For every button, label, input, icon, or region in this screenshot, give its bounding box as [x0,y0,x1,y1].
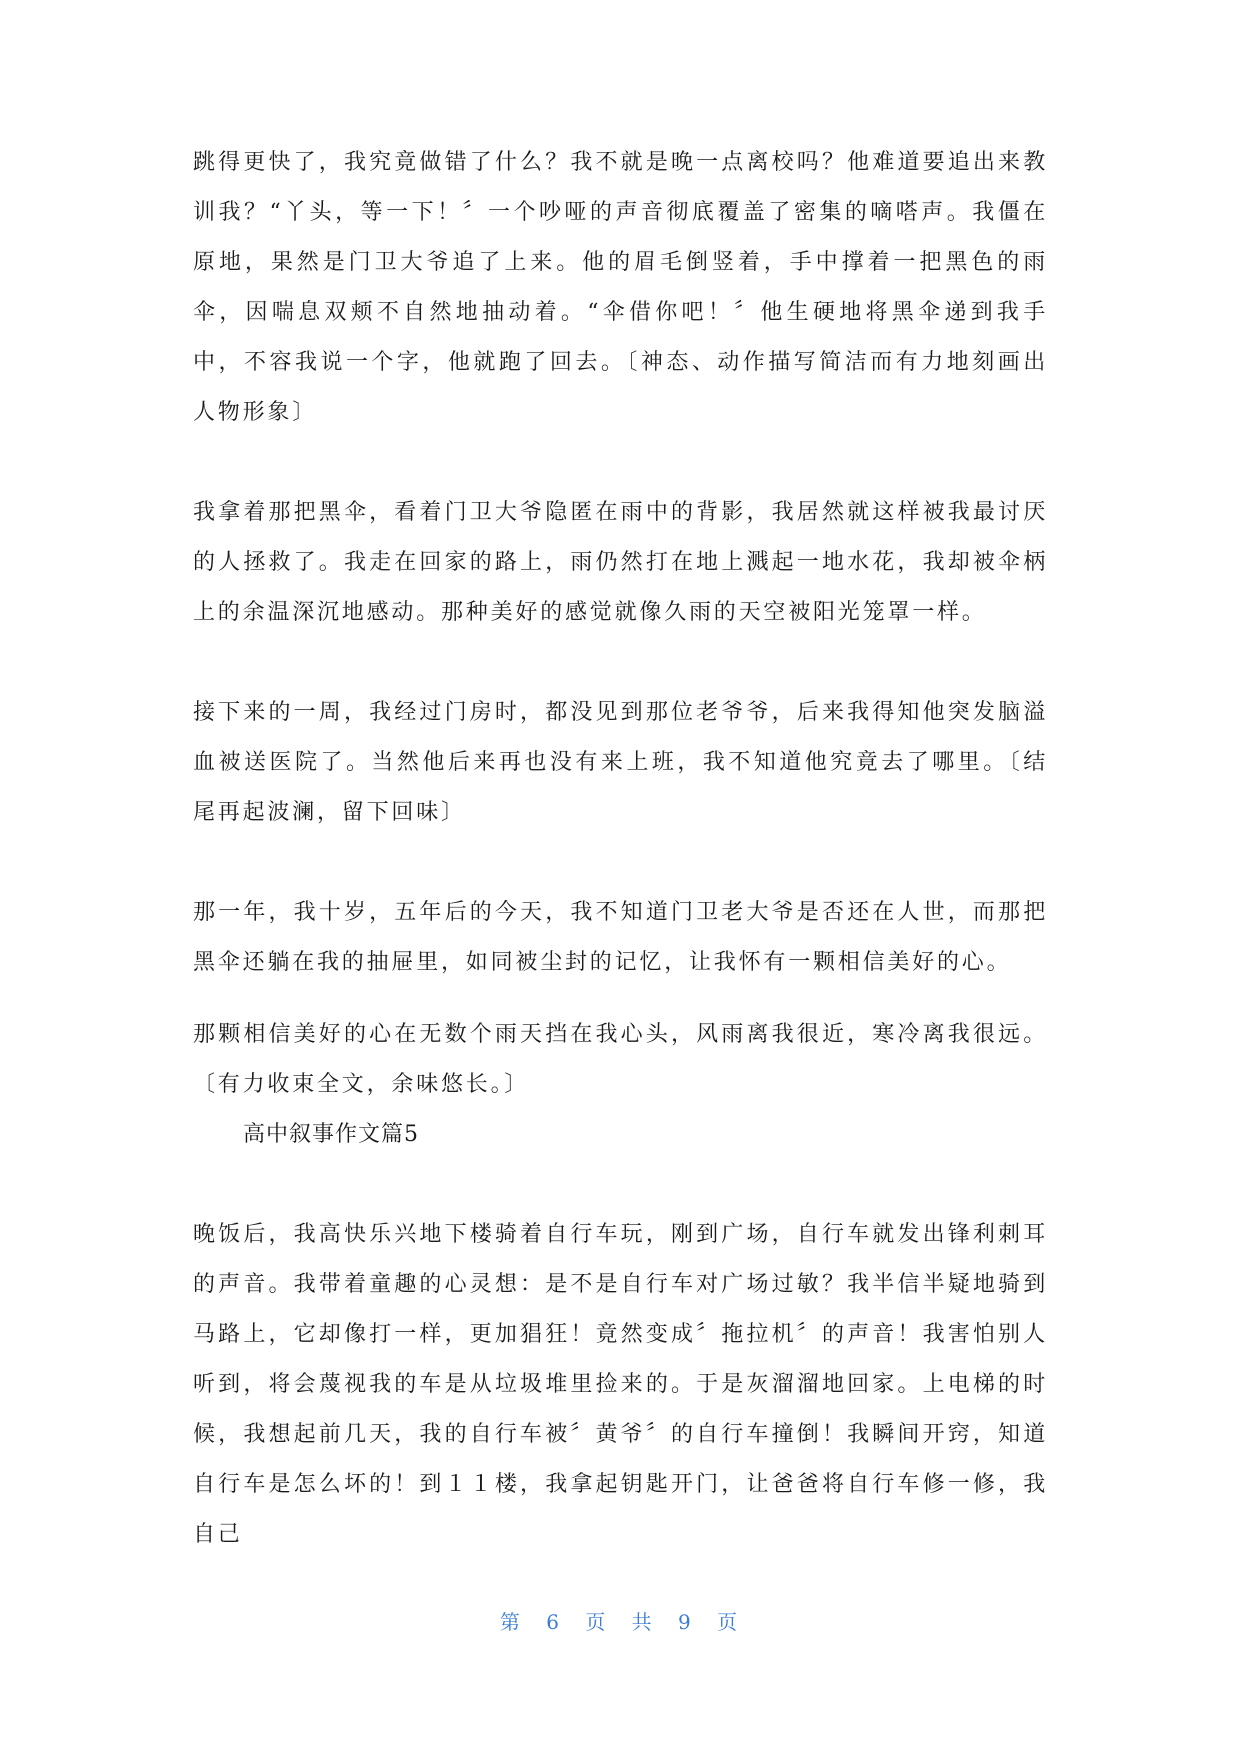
paragraph-spacer [193,638,1048,688]
document-body [193,138,1048,1560]
paragraph-3: 接下来的一周，我经过门房时，都没见到那位老爷爷，后来我得知他突发脑溢血被送医院了。当然他后来再也没有来上班，我不知道他究竟去了哪里。〔结尾再起波澜，留下回味〕 [193,700,1048,825]
page-number-footer: 第 6 页 共 9 页 [499,1610,742,1634]
section-title: 高中叙事作文篇5 [243,1122,419,1147]
paragraph-spacer [193,838,1048,888]
paragraph-spacer [193,438,1048,488]
paragraph-6: 晚饭后，我高快乐兴地下楼骑着自行车玩，刚到广场，自行车就发出锋利刺耳的声音。我带着童趣的心灵想：是不是自行车对广场过敏？我半信半疑地骑到马路上，它却像打一样，更加猖狂！竟然变成〞拖拉机〞的声音！我害怕别人听到，将会蔑视我的车是从垃圾堆里捡来的。于是灰溜溜地回家。上电梯的时候，我想起前几天，我的自行车被〞黄爷〞的自行车撞倒！我瞬间开窍，知道自行车是怎么坏的！到１１楼，我拿起钥匙开门，让爸爸将自行车修一修，我自己 [193,1222,1048,1547]
paragraph-spacer [193,988,1048,1010]
paragraph-2: 我拿着那把黑伞，看着门卫大爷隐匿在雨中的背影，我居然就这样被我最讨厌的人拯救了。我走在回家的路上，雨仍然打在地上溅起一地水花，我却被伞柄上的余温深沉地感动。那种美好的感觉就像久雨的天空被阳光笼罩一样。 [193,500,1048,625]
paragraph-spacer [193,1160,1048,1210]
paragraph-4: 那一年，我十岁，五年后的今天，我不知道门卫老大爷是否还在人世，而那把黑伞还躺在我的抽屉里，如同被尘封的记忆，让我怀有一颗相信美好的心。 [193,900,1048,975]
paragraph-5: 那颗相信美好的心在无数个雨天挡在我心头，风雨离我很近，寒冷离我很远。〔有力收束全文，余味悠长。〕 [193,1022,1048,1097]
paragraph-1: 跳得更快了，我究竟做错了什么？我不就是晚一点离校吗？他难道要追出来教训我？“丫头，等一下！〞一个吵哑的声音彻底覆盖了密集的嘀嗒声。我僵在原地，果然是门卫大爷追了上来。他的眉毛倒竖着，手中撑着一把黑色的雨伞，因喘息双颊不自然地抽动着。“伞借你吧！〞他生硬地将黑伞递到我手中，不容我说一个字，他就跑了回去。〔神态、动作描写简洁而有力地刻画出人物形象〕 [193,150,1048,425]
